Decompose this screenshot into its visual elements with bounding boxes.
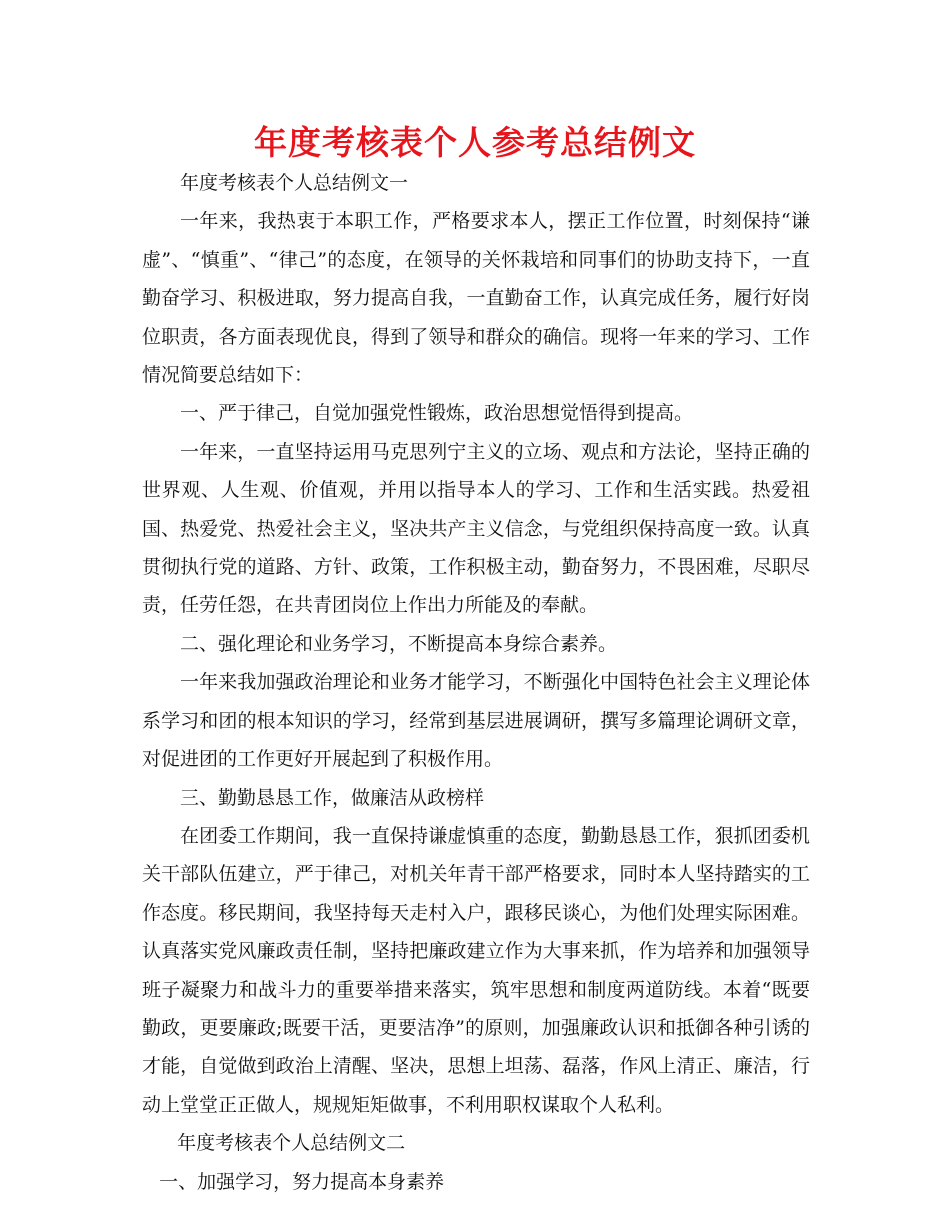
body-paragraph: 一年来，一直坚持运用马克思列宁主义的立场、观点和方法论，坚持正确的世界观、人生观、价值观，并用以指导本人的学习、工作和生活实践。热爱祖国、热爱党、热爱社会主义，坚决共产主义信念，与党组织保持高度一致。认真贯彻执行党的道路、方针、政策，工作积极主动，勤奋努力，不畏困难，尽职尽责，任劳任怨，在共青团岗位上作出力所能及的奉献。 <box>142 440 810 617</box>
document-title: 年度考核表个人参考总结例文 <box>254 123 696 162</box>
body-paragraph: 一年来我加强政治理论和业务才能学习，不断强化中国特色社会主义理论体系学习和团的根本知识的学习，经常到基层进展调研，撰写多篇理论调研文章，对促进团的工作更好开展起到了积极作用。 <box>142 671 810 771</box>
sub-heading: 三、勤勤恳恳工作，做廉洁从政榜样 <box>180 786 485 809</box>
body-paragraph: 在团委工作期间，我一直保持谦虚慎重的态度，勤勤恳恳工作，狠抓团委机关干部队伍建立，严于律己，对机关年青干部严格要求，同时本人坚持踏实的工作态度。移民期间，我坚持每天走村入户，跟移民谈心，为他们处理实际困难。认真落实党风廉政责任制，坚持把廉政建立作为大事来抓，作为培养和加强领导班子凝聚力和战斗力的重要举措来落实，筑牢思想和制度两道防线。本着“既要勤政，更要廉政;既要干活，更要洁净”的原则，加强廉政认识和抵御各种引诱的才能，自觉做到政治上清醒、坚决，思想上坦荡、磊落，作风上清正、廉洁，行动上堂堂正正做人，规规矩矩做事，不利用职权谋取个人私利。 <box>142 824 810 1116</box>
document-body <box>142 164 810 1201</box>
sub-heading: 一、加强学习，努力提高本身素养 <box>159 1170 445 1193</box>
section-heading-2: 年度考核表个人总结例文二 <box>177 1132 406 1155</box>
sub-heading: 二、强化理论和业务学习，不断提高本身综合素养。 <box>180 632 618 655</box>
body-paragraph: 一年来，我热衷于本职工作，严格要求本人，摆正工作位置，时刻保持“谦虚”、“慎重”、“律己”的态度，在领导的关怀栽培和同事们的协助支持下，一直勤奋学习、积极进取，努力提高自我，一直勤奋工作，认真完成任务，履行好岗位职责，各方面表现优良，得到了领导和群众的确信。现将一年来的学习、工作情况简要总结如下： <box>142 210 810 387</box>
sub-heading: 一、严于律己，自觉加强党性锻炼，政治思想觉悟得到提高。 <box>180 402 694 425</box>
section-heading-1: 年度考核表个人总结例文一 <box>180 172 409 194</box>
